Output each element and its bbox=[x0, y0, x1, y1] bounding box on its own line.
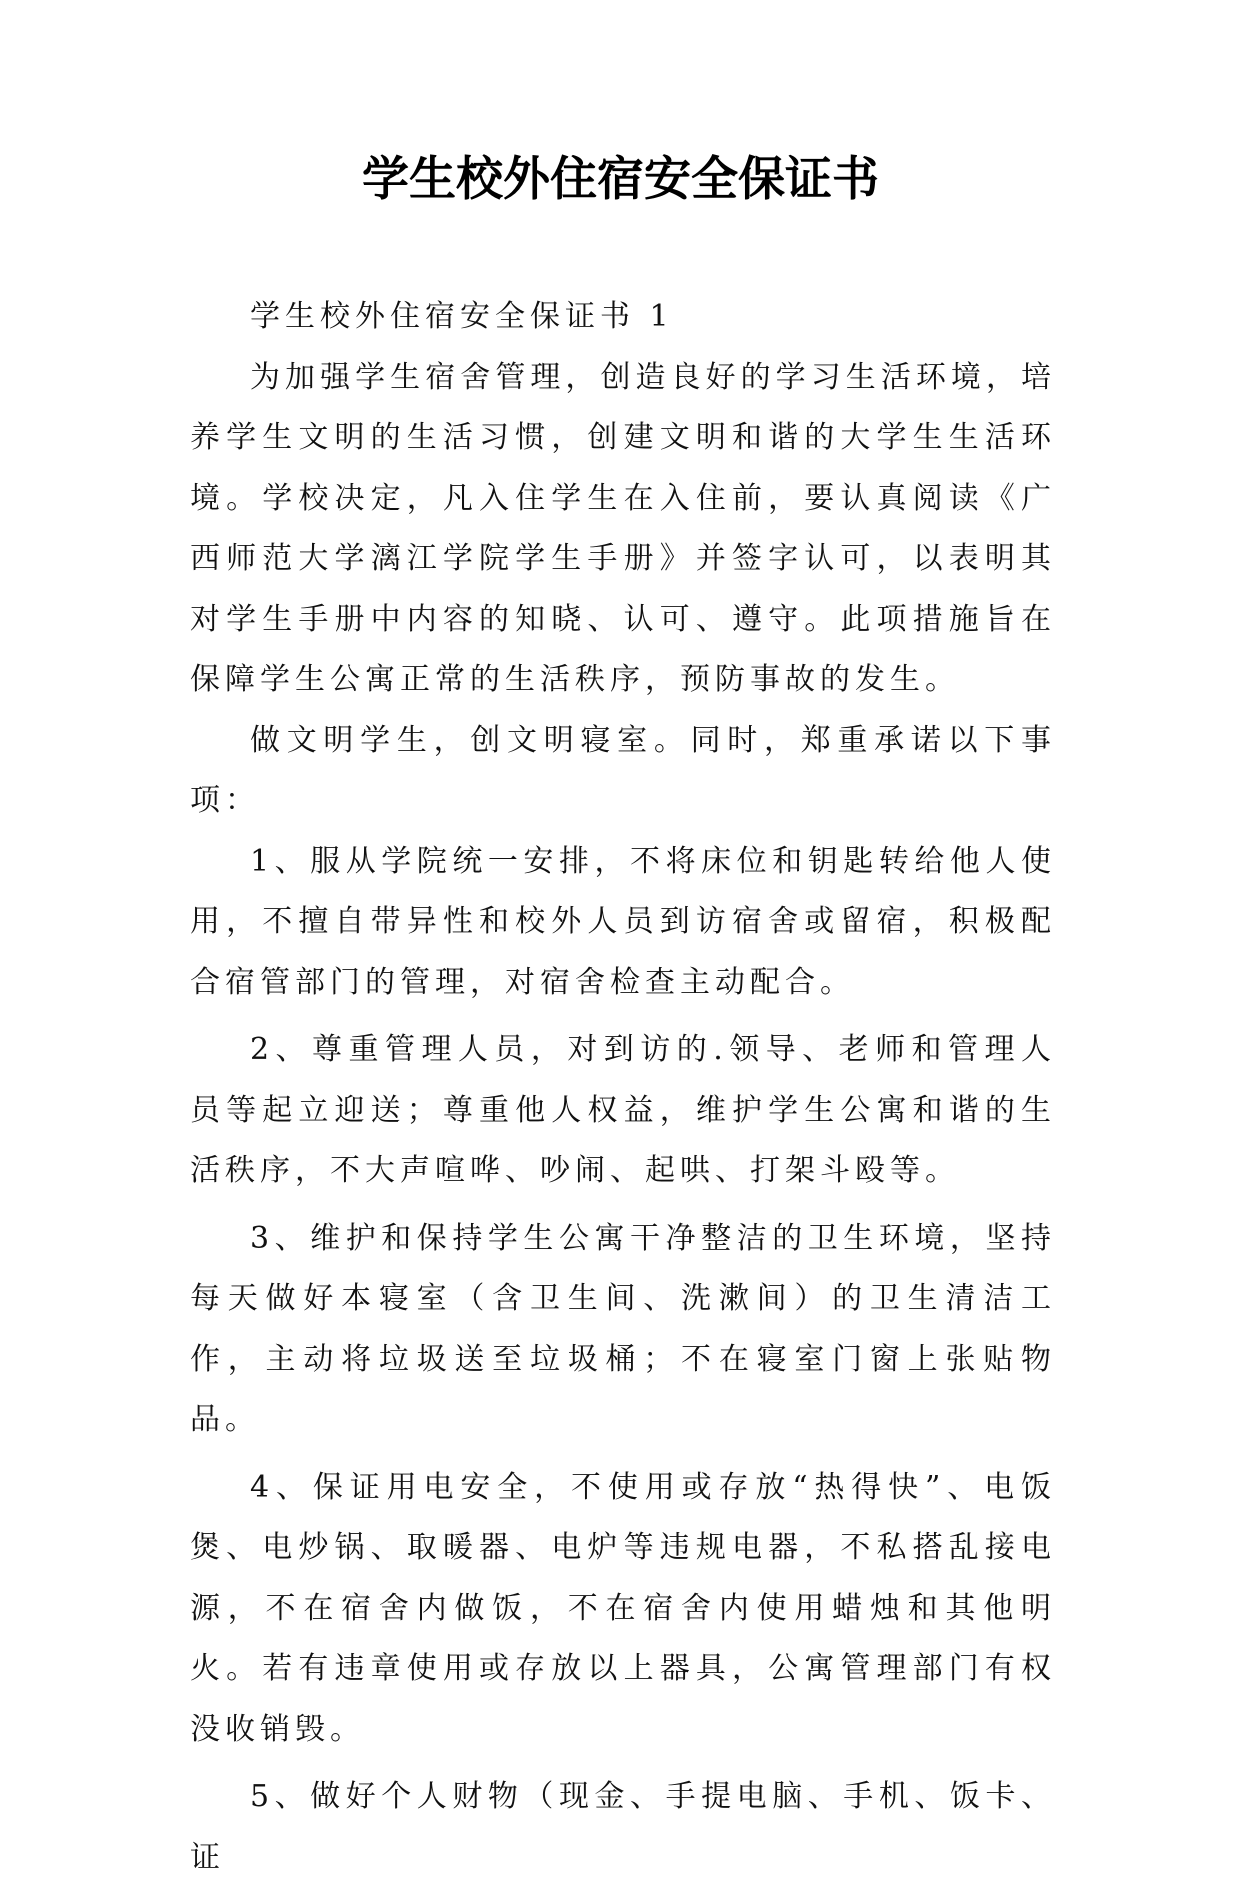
document-title: 学生校外住宿安全保证书 bbox=[362, 152, 879, 207]
paragraph-item-4: 4、保证用电安全，不使用或存放“热得快”、电饭煲、电炒锅、取暖器、电炉等违规电器，不私搭乱接电源，不在宿舍内做饭，不在宿舍内使用蜡烛和其他明火。若有违章使用或存放以上器具，公寓管理部门有权没收销毁。 bbox=[190, 1469, 1056, 1747]
document-body bbox=[190, 287, 1056, 1888]
paragraph-item-1: 1、服从学院统一安排，不将床位和钥匙转给他人使用，不擅自带异性和校外人员到访宿舍或留宿，积极配合宿管部门的管理，对宿舍检查主动配合。 bbox=[190, 843, 1056, 1000]
paragraph-pledge: 做文明学生，创文明寝室。同时，郑重承诺以下事项： bbox=[190, 722, 1056, 818]
paragraph-intro: 为加强学生宿舍管理，创造良好的学习生活环境，培养学生文明的生活习惯，创建文明和谐的大学生生活环境。学校决定，凡入住学生在入住前，要认真阅读《广西师范大学漓江学院学生手册》并签字认可，以表明其对学生手册中内容的知晓、认可、遵守。此项措施旨在保障学生公寓正常的生活秩序，预防事故的发生。 bbox=[190, 359, 1056, 697]
paragraph-item-2: 2、尊重管理人员，对到访的.领导、老师和管理人员等起立迎送；尊重他人权益，维护学生公寓和谐的生活秩序，不大声喧哗、吵闹、起哄、打架斗殴等。 bbox=[190, 1032, 1056, 1188]
paragraph-heading: 学生校外住宿安全保证书 1 bbox=[250, 299, 674, 334]
paragraph-item-3: 3、维护和保持学生公寓干净整洁的卫生环境，坚持每天做好本寝室（含卫生间、洗漱间）的卫生清洁工作，主动将垃圾送至垃圾桶；不在寝室门窗上张贴物品。 bbox=[190, 1220, 1056, 1437]
paragraph-item-5: 5、做好个人财物（现金、手提电脑、手机、饭卡、证 bbox=[190, 1779, 1056, 1875]
